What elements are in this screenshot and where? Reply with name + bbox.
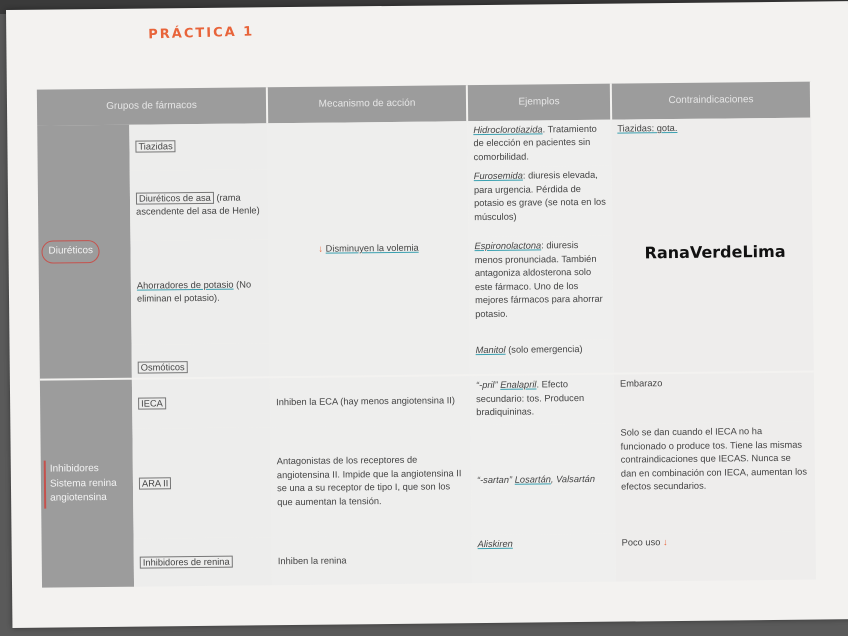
- subgroup-ahorradores: [130, 240, 269, 345]
- header-contraindicaciones: Contraindicaciones: [611, 82, 811, 120]
- mech-diureticos: [267, 121, 470, 377]
- example-tiazidas-text: Tratamiento de elección en pacientes sin comorbilidad.: [473, 123, 597, 163]
- contra-renina-text: Poco uso: [621, 537, 661, 548]
- watermark-text: RanaVerdeLima: [644, 241, 786, 263]
- page-title: PRÁCTICA 1: [148, 24, 255, 43]
- drug-enalapril: Enalapril: [500, 379, 537, 391]
- down-arrow-icon: ↓: [662, 537, 668, 548]
- example-ieca-text: . Efecto secundario: tos. Producen bradiquininas.: [476, 379, 585, 418]
- subgroup-tiazidas-label: Tiazidas: [135, 141, 175, 153]
- contra-ieca: Embarazo: [614, 372, 815, 424]
- subgroup-asa-label: Diuréticos de asa: [136, 192, 214, 205]
- example-ahorradores-text: : diuresis menos pronunciada. También antagoniza aldosterona solo este fármaco. Uno de los mejores fármacos para ahorrar potasio.: [474, 240, 603, 319]
- mech-renina: Inhiben la renina: [272, 536, 472, 586]
- contra-tiazidas: Tiazidas: gota.: [617, 122, 678, 134]
- subgroup-osmoticos-label: Osmóticos: [138, 361, 188, 374]
- drug-hidroclorotiazida: Hidroclorotiazida: [473, 124, 543, 136]
- example-ara: [470, 424, 615, 536]
- subgroup-osmoticos: [132, 344, 270, 379]
- table-row: [40, 422, 815, 540]
- header-ejemplos: Ejemplos: [467, 84, 611, 122]
- subgroup-asa: [130, 170, 269, 241]
- drug-table: [37, 82, 817, 588]
- group-inhibidores: [40, 379, 134, 588]
- subgroup-ahorradores-note: (No eliminan el potasio).: [136, 279, 252, 305]
- example-asa: [468, 166, 613, 238]
- example-osmoticos: [470, 340, 614, 376]
- subgroup-ara: [132, 428, 271, 539]
- drug-manitol: Manitol: [475, 345, 506, 356]
- example-asa-text: : diuresis elevada, para urgencia. Pérdida de potasio es grave (se nota en los músculos): [473, 170, 606, 222]
- mech-diureticos-text: Disminuyen la volemia: [325, 242, 419, 254]
- drug-furosemida: Furosemida: [473, 171, 523, 182]
- subgroup-ahorradores-label: Ahorradores de potasio: [136, 279, 234, 291]
- example-ieca: [470, 374, 615, 426]
- group-diureticos-label: Diuréticos: [41, 240, 100, 263]
- subgroup-renina-label: Inhibidores de renina: [140, 555, 233, 568]
- mech-ieca: Inhiben la ECA (hay menos angiotensina II): [270, 376, 471, 428]
- subgroup-ara-label: ARA II: [139, 477, 171, 489]
- group-inhibidores-label: Inhibidores Sistema renina angiotensina: [44, 460, 130, 508]
- example-ara-prefix: “-sartan”: [476, 474, 513, 485]
- group-diureticos: [37, 125, 132, 380]
- example-tiazidas: Hidroclorotiazida. Tratamiento de elección en pacientes sin comorbilidad.: [467, 120, 611, 168]
- header-grupos: Grupos de fármacos: [37, 87, 267, 125]
- contra-renina: [616, 532, 816, 582]
- subgroup-renina: [134, 538, 273, 587]
- subgroup-asa-note: (rama ascendente del asa de Henle): [136, 192, 260, 218]
- subgroup-tiazidas: [129, 123, 267, 171]
- table-row: [42, 532, 816, 588]
- subgroup-ieca: [132, 378, 271, 429]
- subgroup-ieca-label: IECA: [138, 398, 166, 410]
- example-ara-text: , Valsartán: [550, 473, 596, 484]
- example-osmoticos-text: (solo emergencia): [508, 344, 583, 356]
- example-renina: [472, 534, 616, 584]
- drug-aliskiren: Aliskiren: [477, 539, 513, 550]
- drug-espironolactona: Espironolactona: [474, 240, 542, 252]
- paper-sheet: [6, 1, 848, 628]
- example-ahorradores: [468, 236, 613, 342]
- down-arrow-icon: ↓: [318, 243, 324, 254]
- header-mecanismo: Mecanismo de acción: [267, 85, 467, 123]
- mech-ara: Antagonistas de los receptores de angiotensina II. Impide que la angiotensina II se una a su receptor de tipo I, que son los que aumentan la tensión.: [270, 426, 471, 538]
- table-row: [40, 372, 814, 430]
- table-row: [37, 118, 811, 173]
- drug-losartan: Losartán: [514, 473, 551, 485]
- example-ieca-prefix: “-pril”: [475, 380, 498, 391]
- contra-ara: Solo se dan cuando el IECA no ha funcionado o produce tos. Tiene las mismas contraindicaciones que IECAS. Nunca se dan en combinación con IECA, aumentan los efectos secundarios.: [614, 422, 815, 534]
